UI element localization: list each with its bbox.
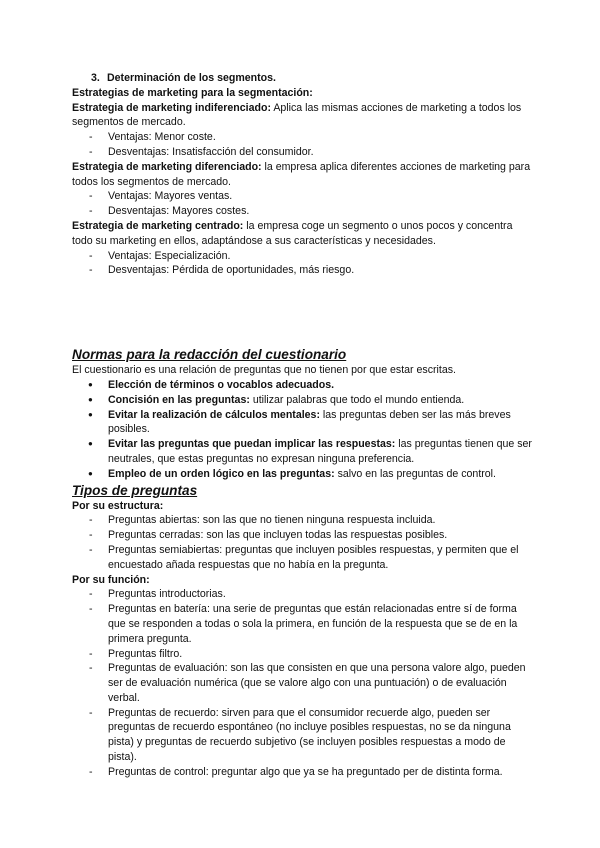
list-item: - Desventajas: Pérdida de oportunidades, más riesgo. [72, 263, 532, 278]
strategy-paragraph [72, 160, 532, 190]
item-text: las preguntas tienen que ser neutrales, que estas preguntas no expresan ninguna preferencia. [108, 438, 532, 465]
list-item [72, 467, 532, 482]
item-bold: Evitar la realización de cálculos mentales: [108, 408, 320, 421]
list-item: - Preguntas abiertas: son las que no tienen ninguna respuesta incluida. [72, 513, 532, 528]
strategies-subtitle: Estrategias de marketing para la segmentación: [72, 86, 313, 99]
section-number: 3. [91, 72, 100, 84]
item-bold: Empleo de un orden lógico en las preguntas: [108, 467, 335, 480]
strategy-list [72, 130, 532, 160]
document-page [72, 71, 532, 780]
list-item: - Preguntas de recuerdo: sirven para que el consumidor recuerde algo, pueden ser preguntas de recuerdo espontáneo (no incluye posibles respuestas, no se da ninguna pista) y preguntas de recuerdo subjetivo (se incluyen posibles respuestas a modo de pista). [72, 706, 532, 765]
item-bold: Evitar las preguntas que puedan implicar las respuestas: [108, 438, 396, 451]
list-item [72, 408, 532, 438]
list-item: - Preguntas filtro. [72, 647, 532, 662]
item-bold: Elección de términos o vocablos adecuados. [108, 378, 335, 391]
list-item: - Preguntas cerradas: son las que incluyen todas las respuestas posibles. [72, 528, 532, 543]
list-item: - Preguntas introductorias. [72, 587, 532, 602]
strategy-desc: la empresa coge un segmento o unos pocos y concentra todo su marketing en ellos, adaptándose a sus características y necesidades. [72, 219, 513, 247]
strategy-list [72, 189, 532, 219]
strategy-list [72, 249, 532, 279]
normas-intro: El cuestionario es una relación de preguntas que no tienen por que estar escritas. [72, 364, 456, 377]
list-item: - Ventajas: Especialización. [72, 249, 532, 264]
estructura-label: Por su estructura: [72, 499, 164, 512]
list-item: - Preguntas de evaluación: son las que consisten en que una persona valore algo, pueden ser de evaluación numérica (que se valore algo con una puntuación) o de evaluación verbal. [72, 661, 532, 705]
strategy-desc: la empresa aplica diferentes acciones de marketing para todos los segmentos de mercado. [72, 160, 531, 188]
strategy-name: Estrategia de marketing indiferenciado: [72, 101, 271, 114]
estructura-list [72, 513, 532, 572]
list-item [72, 378, 532, 393]
list-item: - Desventajas: Insatisfacción del consumidor. [72, 145, 532, 160]
item-text: salvo en las preguntas de control. [334, 467, 496, 480]
item-bold: Concisión en las preguntas: [108, 393, 250, 406]
tipos-heading: Tipos de preguntas [72, 482, 198, 498]
item-text: las preguntas deben ser las más breves posibles. [108, 408, 511, 436]
list-item: - Ventajas: Mayores ventas. [72, 189, 532, 204]
section-3-heading [72, 71, 532, 86]
normas-heading: Normas para la redacción del cuestionario [72, 347, 347, 363]
item-text: utilizar palabras que todo el mundo entienda. [249, 393, 465, 406]
strategy-name: Estrategia de marketing centrado: [72, 219, 244, 232]
strategy-name: Estrategia de marketing diferenciado: [72, 160, 262, 173]
funcion-label: Por su función: [72, 573, 150, 586]
normas-list [72, 378, 532, 482]
strategy-paragraph [72, 101, 532, 131]
list-item: - Preguntas en batería: una serie de preguntas que están relacionadas entre sí de forma que se responden a todas o sola la primera, en función de la respuesta que se de en la primera pregunta. [72, 602, 532, 646]
list-item: - Preguntas semiabiertas: preguntas que incluyen posibles respuestas, y permiten que el encuestado añada respuestas que no había en la pregunta. [72, 543, 532, 573]
list-item [72, 437, 532, 467]
list-item: - Ventajas: Menor coste. [72, 130, 532, 145]
strategy-paragraph [72, 219, 532, 249]
funcion-list [72, 587, 532, 779]
strategy-desc: Aplica las mismas acciones de marketing a todos los segmentos de mercado. [72, 101, 522, 129]
section-title: Determinación de los segmentos. [107, 72, 276, 84]
list-item: - Desventajas: Mayores costes. [72, 204, 532, 219]
list-item [72, 393, 532, 408]
list-item: - Preguntas de control: preguntar algo que ya se ha preguntado per de distinta forma. [72, 765, 532, 780]
